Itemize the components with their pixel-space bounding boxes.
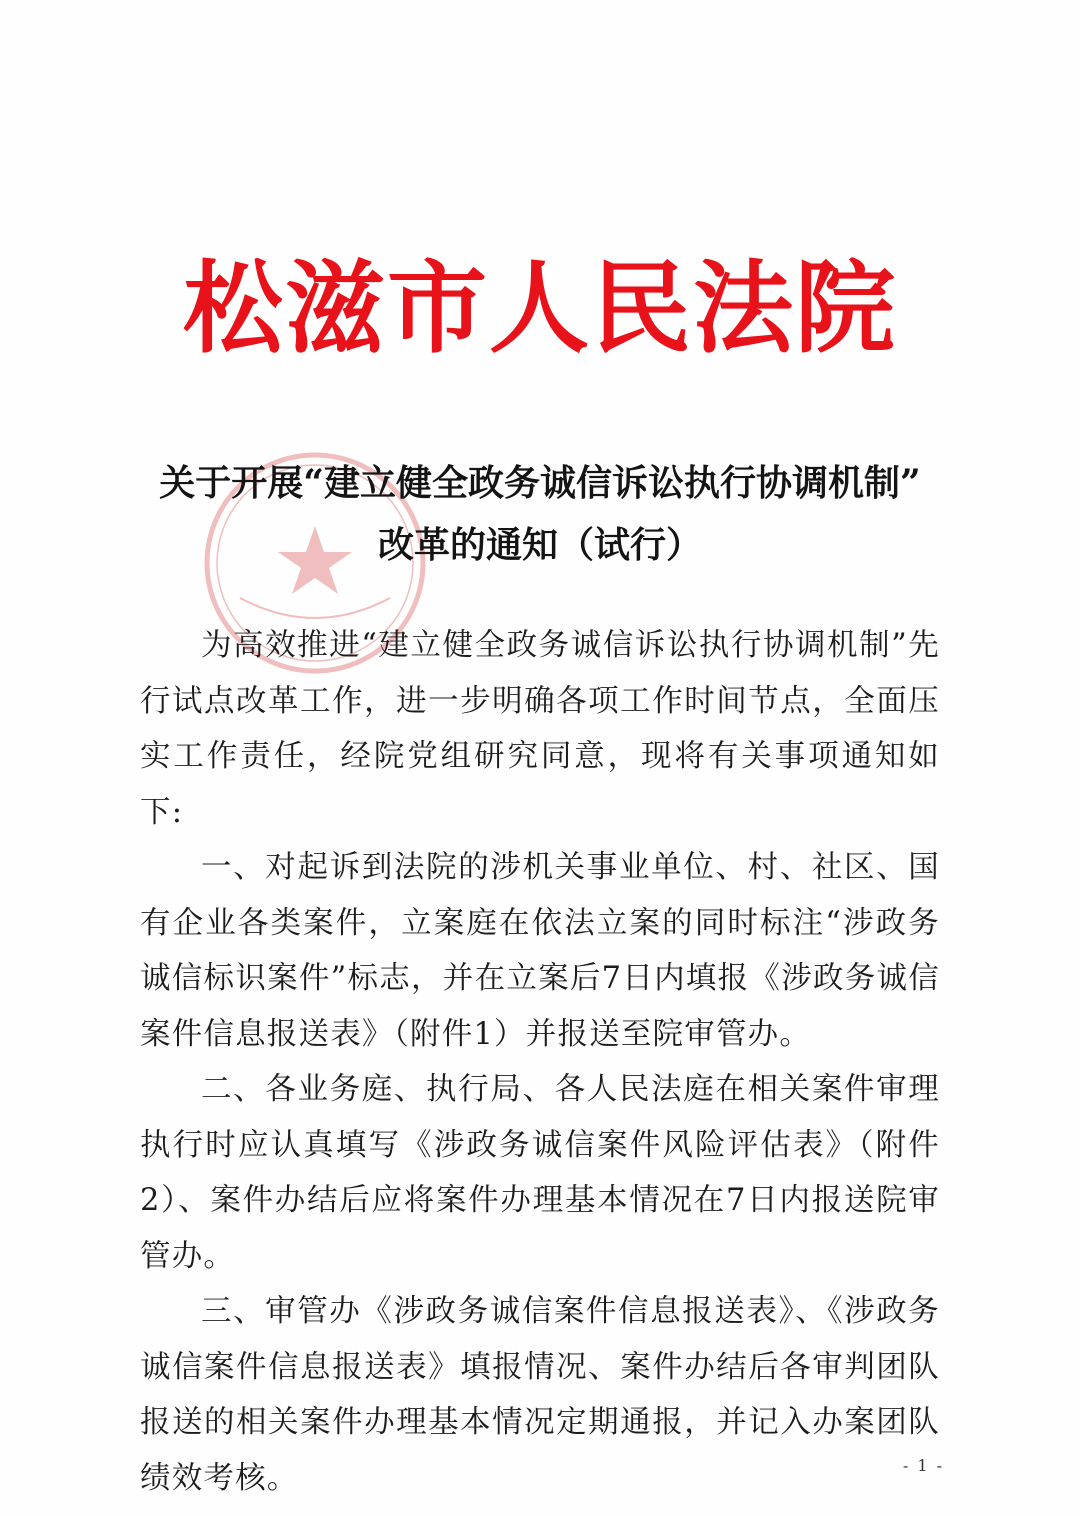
paragraph-item-3: 三、审管办《涉政务诚信案件信息报送表》、《涉政务诚信案件信息报送表》填报情况、案件办结后各审判团队报送的相关案件办理基本情况定期通报，并记入办案团队绩效考核。 (140, 1294, 940, 1496)
notice-title-line-2: 改革的通知（试行） (377, 524, 702, 566)
letterhead-title: 松滋市人民法院 (183, 249, 897, 367)
paragraph-item-1: 一、对起诉到法院的涉机关事业单位、村、社区、国有企业各类案件，立案庭在依法立案的同时标注“涉政务诚信标识案件”标志，并在立案后7日内填报《涉政务诚信案件信息报送表》（附件1）并报送至院审管办。 (140, 850, 940, 1052)
paragraph-item-2: 二、各业务庭、执行局、各人民法庭在相关案件审理执行时应认真填写《涉政务诚信案件风险评估表》（附件2）、案件办结后应将案件办理基本情况在7日内报送院审管办。 (140, 1072, 940, 1274)
paragraph-intro: 为高效推进“建立健全政务诚信诉讼执行协调机制”先行试点改革工作，进一步明确各项工作时间节点，全面压实工作责任，经院党组研究同意，现将有关事项通知如下: (140, 628, 940, 830)
notice-title (0, 452, 1080, 576)
page-number: - 1 - (902, 1456, 944, 1475)
notice-body (140, 618, 940, 1506)
notice-title-line-1: 关于开展“建立健全政务诚信诉讼执行协调机制” (159, 462, 921, 504)
